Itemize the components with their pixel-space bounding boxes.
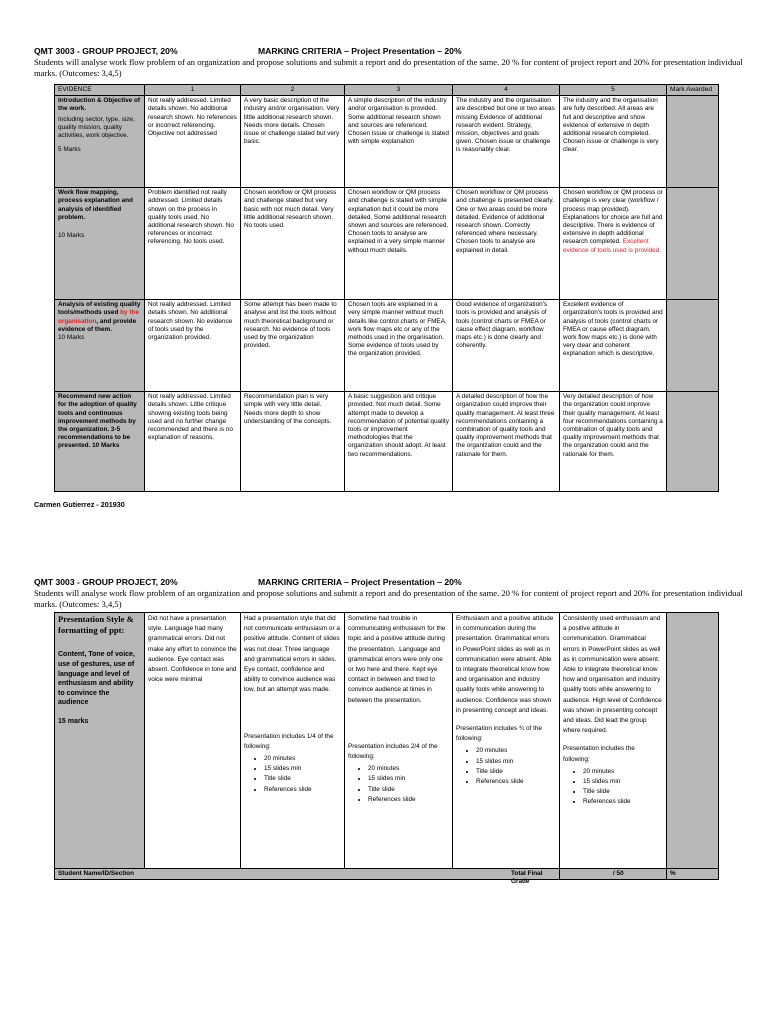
header-score-1: 1 [145, 85, 241, 96]
criteria-title: MARKING CRITERIA – Project Presentation – 20% [258, 577, 462, 587]
descriptor-cell: Enthusiasm and a positive attitude in communication during the presentation. Grammatical errors in PowerPoint slides as well as in communication were absent. Able to integrate theoretical know how and organisation and industry quality tools while answering to audience. Confidence was shown in presenting concept and ideas. Presentation includes ¾ of the following: • 20 minutes • 15 slides min • Title slide • References slide [453, 613, 560, 869]
descriptor-cell: A detailed description of how the organization could improve their quality management. At least three recommendations containing a combination of quality tools and quality improvement methods that the organization could and the rationale for them. [453, 392, 560, 492]
student-signature: Carmen Gutierrez - 201930 [34, 500, 125, 509]
criterion-heading: Presentation Style & formatting of ppt: [58, 614, 134, 636]
list-item: • 15 slides min [476, 757, 556, 767]
descriptor-cell: Chosen workflow or QM process and challenge stated but very basic with not much detail. Very little additional research shown. No tools used. [241, 188, 345, 300]
list-item: • References slide [264, 785, 341, 795]
list-item: • 20 minutes [368, 764, 449, 774]
table-row [55, 188, 719, 300]
header-evidence: EVIDENCE [55, 85, 145, 96]
course-title: QMT 3003 - GROUP PROJECT, 20% [34, 46, 178, 56]
table-row [55, 300, 719, 392]
descriptor-cell: Chosen workflow or QM process and challenge is presented clearly. One or two areas could be more detailed. Evidence of additional research shown. Correctly referenced where necessary. Chosen tools to analyse are explained in detail. [453, 188, 560, 300]
descriptor-cell: Not really addressed. Limited details shown. No additional research shown. No references or incorrect referencing. Objective not addressed [145, 96, 241, 188]
table-row [55, 96, 719, 188]
criterion-cell: Work flow mapping, process explanation and analysis of identified problem. 10 Marks [55, 188, 145, 300]
grade-out-of: / 50 [560, 869, 667, 880]
descriptor-cell: Consistently used enthusiasm and a positive attitude in communication. Grammatical errors in PowerPoint slides as well as in communication were absent. Able to integrate theoretical know how and organisation and industry quality tools while answering to audience. High level of Confidence was shown in presenting concept and ideas. Did lead the group where required. Presentation includes the following: • 20 minutes • 15 slides min • Title slide • References slide [560, 613, 667, 869]
bullet-list [563, 767, 663, 808]
bullet-list [244, 754, 341, 795]
header-score-4: 4 [453, 85, 560, 96]
descriptor-cell: Good evidence of organization's tools is provided and analysis of tools (control charts or FMEA or cause effect diagram, workflow maps etc.) is done clearly and coherently. [453, 300, 560, 392]
descriptor-cell: Sometime had trouble in communicating enthusiasm for the topic and a positive attitude during the presentation. .Language and grammatical errors were only one or two here and there. Kept eye contact in between and tried to convince audience at times in between the presentation. Presentation includes 2/4 of the following: • 20 minutes • 15 slides min • Title slide • References slide [345, 613, 453, 869]
descriptor-cell: A basic suggestion and critique provided. Not much detail. Some attempt made to develop a recommendation of potential quality tools or improvement methodologies that the organization should adopt. At least two recommendations. [345, 392, 453, 492]
bullet-list [348, 764, 449, 805]
presentation-rubric-table [54, 612, 719, 886]
highlight-text: Excellent evidence of tools used is provided. [563, 238, 662, 254]
mark-awarded-cell[interactable] [667, 392, 719, 492]
descriptor-cell: Not really addressed. Limited details shown. Little critique showing existing tools being used and no further change recommended and there is no explanation of reasons. [145, 392, 241, 492]
mark-awarded-cell[interactable] [667, 613, 719, 869]
criterion-cell: Analysis of existing quality tools/methods used by the organisation, and provide evidence of them. 10 Marks [55, 300, 145, 392]
header-score-5: 5 [560, 85, 667, 96]
highlight-text: by the organisation [58, 309, 139, 325]
list-item: • Title slide [476, 767, 556, 777]
descriptor-cell: A simple description of the industry and/or organisation is provided. Some additional research shown and sources are referenced. Chosen issue or challenge is stated with simple explanation [345, 96, 453, 188]
list-item: • 20 minutes [476, 746, 556, 756]
list-item: • References slide [368, 795, 449, 805]
descriptor-cell: Very detailed description of how the organization could improve their quality management. At least four recommendations containing a combination of quality tools and quality improvement methods that the organization could and the rationale for them. [560, 392, 667, 492]
descriptor-cell: Excellent evidence of organization's tools is provided and analysis of tools (control charts or FMEA or cause effect diagram, work flow maps etc.) is done with very clear and coherent explanation which is descriptive. [560, 300, 667, 392]
list-item: • References slide [476, 777, 556, 787]
descriptor-cell: Some attempt has been made to analyse and list the tools without much theoretical background or research. No evidence of tools used by the organization provided. [241, 300, 345, 392]
descriptor-cell: Had a presentation style that did not communicate enthusiasm or a positive attitude. Content of slides was not clear. Three language and grammatical errors in slides. Eye contact, confidence and ability to convince audience was low, but an attempt was made. Presentation includes 1/4 of the following: • 20 minutes • 15 slides min • Title slide • References slide [241, 613, 345, 869]
header-mark-awarded: Mark Awarded [667, 85, 719, 96]
criterion-cell: Introduction & Objective of the work. Including sector, type, size, quality mission, quality activities, work objective. 5 Marks [55, 96, 145, 188]
list-item: • Title slide [583, 787, 663, 797]
total-grade-label: Total Final Grade [511, 870, 543, 886]
descriptor-cell: Chosen workflow or QM process and challenge is stated with simple explanation but it could be more detailed. Some additional research shown and sources are referenced. Chosen tools to analyse are explained in a very simple manner without much details. [345, 188, 453, 300]
table-row [55, 392, 719, 492]
mark-awarded-cell[interactable] [667, 96, 719, 188]
table-header-row [55, 85, 719, 96]
student-info-label: Student Name/ID/Section Total Final Grade [55, 869, 560, 880]
descriptor-cell: Recommendation plan is very simple with very little detail. Needs more depth to show understanding of the concepts. [241, 392, 345, 492]
list-item: • Title slide [368, 785, 449, 795]
grade-percent: % [667, 869, 719, 880]
bullet-list [456, 746, 556, 787]
list-item: • Title slide [264, 774, 341, 784]
list-item: • 15 slides min [583, 777, 663, 787]
course-title: QMT 3003 - GROUP PROJECT, 20% [34, 577, 178, 587]
header-score-3: 3 [345, 85, 453, 96]
list-item: • 15 slides min [368, 774, 449, 784]
list-item: • 15 slides min [264, 764, 341, 774]
descriptor-cell: Did not have a presentation style. Language had many grammatical errors. Did not make any effort to convince the audience. Eye contact was absent. Confidence in tone and voice were minimal [145, 613, 241, 869]
intro-text: Students will analyse work flow problem of an organization and propose solutions and submit a report and do presentation of the same. 20 % for content of project report and 20% for presentation individual marks. (Outcomes: 3,4,5) [34, 57, 743, 78]
descriptor-cell: Problem identified not really addressed. Limited details shown on the process in quality tools used. No additional research shown. No references or incorrect referencing. No tools used. [145, 188, 241, 300]
criterion-cell: Presentation Style & formatting of ppt: Content, Tone of voice, use of gestures, use of language and level of enthusiasm and ability to convince the audience 15 marks [55, 613, 145, 869]
descriptor-cell: Chosen tools are explained in a very simple manner without much details like control charts or FMEA, work flow maps etc or any of the methods used in the organisation. Some evidence of tools used by the organization provided. [345, 300, 453, 392]
footer-row [55, 869, 719, 880]
table-row [55, 613, 719, 869]
descriptor-cell: Not really addressed. Limited details shown. No additional research shown. No evidence of tools used by the organization provided. [145, 300, 241, 392]
header-score-2: 2 [241, 85, 345, 96]
criteria-title: MARKING CRITERIA – Project Presentation – 20% [258, 46, 462, 56]
rubric-table [54, 84, 719, 492]
mark-awarded-cell[interactable] [667, 300, 719, 392]
descriptor-cell: A very basic description of the industry and/or organisation. Very little additional research shown. Needs more details. Chosen issue or challenge stated but very basic. [241, 96, 345, 188]
descriptor-cell: Chosen workflow or QM process or challenge is very clear (workflow / process map provided). Explanations for choice are full and descriptive. There is evidence of extensive in depth additional research completed. Excellent evidence of tools used is provided. [560, 188, 667, 300]
criterion-cell: Recommend new action for the adoption of quality tools and continuous improvement methods by the organization. 3-5 recommendations to be presented. 10 Marks [55, 392, 145, 492]
list-item: • 20 minutes [583, 767, 663, 777]
descriptor-cell: The industry and the organisation are described but one or two areas missing Evidence of additional research evident. Strategy, mission, objectives and goals given. Chosen issue or challenge is reasonably clear. [453, 96, 560, 188]
intro-text: Students will analyse work flow problem of an organization and propose solutions and submit a report and do presentation of the same. 20 % for content of project report and 20% for presentation individual marks. (Outcomes: 3,4,5) [34, 588, 743, 609]
descriptor-cell: The industry and the organisation are fully described. All areas are full and descriptive and show evidence of extensive in depth additional research completed. Chosen issue or challenge is very clear. [560, 96, 667, 188]
mark-awarded-cell[interactable] [667, 188, 719, 300]
list-item: • 20 minutes [264, 754, 341, 764]
list-item: • References slide [583, 797, 663, 807]
